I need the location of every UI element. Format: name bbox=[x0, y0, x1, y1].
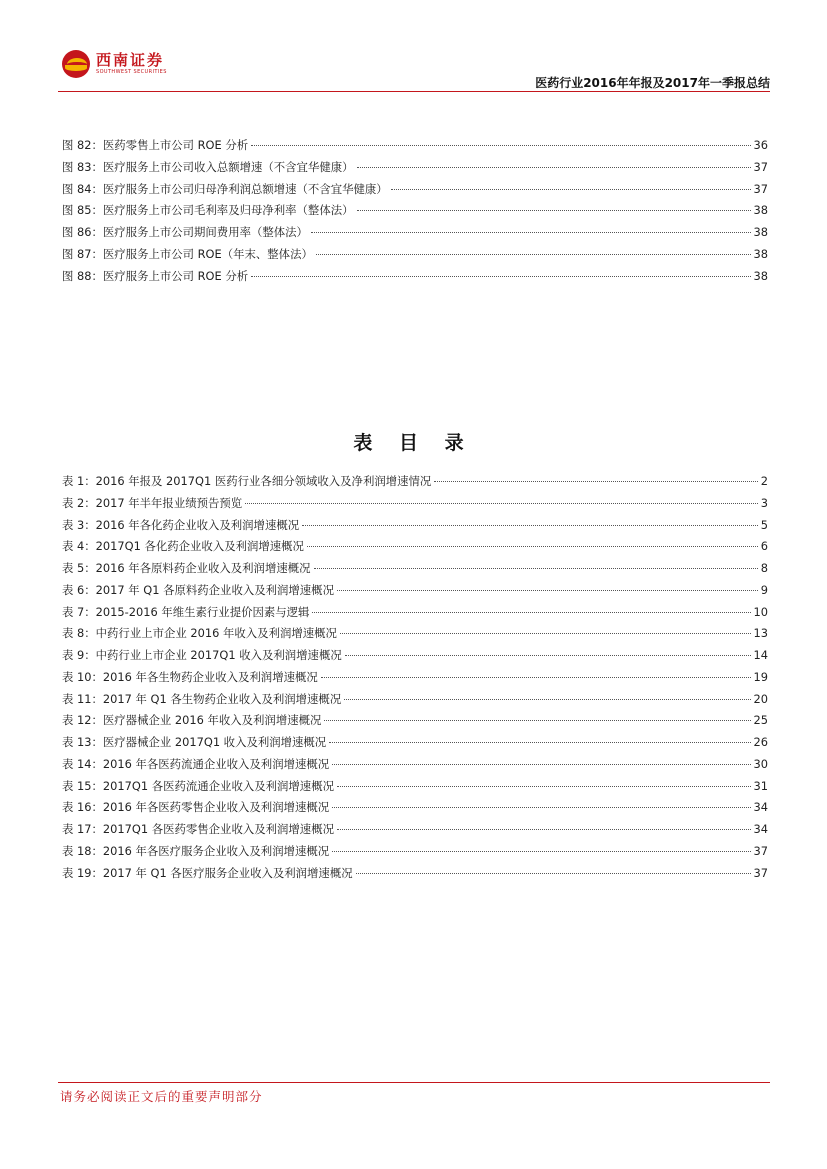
toc-entry[interactable] bbox=[62, 625, 768, 647]
toc-entry-label: 表 7：2015-2016 年维生素行业提价因素与逻辑 bbox=[62, 604, 310, 619]
toc-leader-dots bbox=[316, 254, 751, 255]
toc-leader-dots bbox=[251, 145, 750, 146]
toc-entry-label: 图 86：医疗服务上市公司期间费用率（整体法） bbox=[62, 225, 308, 239]
toc-entry[interactable] bbox=[62, 669, 768, 691]
toc-entry-page: 38 bbox=[753, 268, 768, 283]
header-divider bbox=[58, 91, 770, 92]
toc-leader-dots bbox=[337, 829, 751, 830]
toc-entry-page: 13 bbox=[753, 626, 768, 641]
toc-entry-label: 图 85：医疗服务上市公司毛利率及归母净利率（整体法） bbox=[62, 203, 354, 218]
toc-leader-dots bbox=[245, 503, 758, 504]
toc-leader-dots bbox=[332, 807, 750, 808]
toc-entry-label: 表 15：2017Q1 各医药流通企业收入及利润增速概况 bbox=[62, 778, 334, 793]
toc-entry-label: 图 82：医药零售上市公司 ROE 分析 bbox=[62, 138, 249, 152]
toc-entry-label: 图 87：医疗服务上市公司 ROE（年末、整体法） bbox=[62, 246, 313, 261]
toc-entry[interactable] bbox=[62, 224, 768, 246]
toc-entry-label: 表 11：2017 年 Q1 各生物药企业收入及利润增速概况 bbox=[62, 691, 342, 706]
toc-entry[interactable] bbox=[62, 495, 768, 517]
table-list bbox=[62, 473, 768, 886]
toc-entry[interactable] bbox=[62, 181, 768, 203]
toc-entry-page: 9 bbox=[760, 582, 768, 597]
toc-entry[interactable] bbox=[62, 473, 768, 495]
toc-entry-page: 37 bbox=[753, 865, 768, 880]
toc-leader-dots bbox=[337, 590, 758, 591]
toc-entry-page: 37 bbox=[753, 181, 768, 196]
toc-entry-label: 表 8：中药行业上市企业 2016 年收入及利润增速概况 bbox=[62, 626, 337, 641]
footer-divider bbox=[58, 1082, 770, 1083]
logo-emblem-icon bbox=[62, 50, 90, 78]
toc-leader-dots bbox=[312, 612, 750, 613]
toc-leader-dots bbox=[344, 699, 750, 700]
toc-leader-dots bbox=[311, 232, 751, 233]
toc-leader-dots bbox=[251, 276, 750, 277]
toc-entry-label: 表 12：医疗器械企业 2016 年收入及利润增速概况 bbox=[62, 713, 322, 728]
toc-entry-label: 表 5：2016 年各原料药企业收入及利润增速概况 bbox=[62, 561, 311, 575]
toc-leader-dots bbox=[391, 189, 751, 190]
tables-section-title: 表 目 录 bbox=[353, 432, 474, 454]
toc-entry-label: 表 9：中药行业上市企业 2017Q1 收入及利润增速概况 bbox=[62, 648, 342, 662]
toc-entry[interactable] bbox=[62, 604, 768, 626]
toc-entry-page: 26 bbox=[753, 735, 768, 749]
toc-entry[interactable] bbox=[62, 159, 768, 181]
toc-entry-page: 8 bbox=[760, 561, 768, 575]
toc-leader-dots bbox=[321, 677, 751, 678]
toc-entry-label: 表 1：2016 年报及 2017Q1 医药行业各细分领域收入及净利润增速情况 bbox=[62, 474, 432, 488]
toc-leader-dots bbox=[340, 633, 751, 634]
toc-entry[interactable] bbox=[62, 137, 768, 159]
toc-entry-label: 表 18：2016 年各医疗服务企业收入及利润增速概况 bbox=[62, 843, 330, 858]
toc-entry-page: 19 bbox=[753, 669, 768, 684]
toc-entry-label: 表 4：2017Q1 各化药企业收入及利润增速概况 bbox=[62, 539, 304, 554]
logo-english-name: SOUTHWEST SECURITIES bbox=[96, 69, 167, 75]
toc-entry[interactable] bbox=[62, 582, 768, 604]
toc-entry-page: 6 bbox=[760, 539, 768, 554]
toc-leader-dots bbox=[332, 851, 750, 852]
toc-entry[interactable] bbox=[62, 865, 768, 887]
toc-entry-page: 2 bbox=[760, 474, 768, 488]
toc-leader-dots bbox=[345, 655, 751, 656]
toc-entry-page: 25 bbox=[753, 713, 768, 728]
toc-leader-dots bbox=[314, 568, 758, 569]
toc-entry-page: 38 bbox=[753, 246, 768, 261]
toc-entry-page: 3 bbox=[760, 495, 768, 510]
toc-entry-page: 10 bbox=[753, 604, 768, 619]
toc-entry-label: 图 83：医疗服务上市公司收入总额增速（不含宜华健康） bbox=[62, 159, 354, 174]
toc-entry-page: 14 bbox=[753, 648, 768, 662]
toc-entry[interactable] bbox=[62, 712, 768, 734]
page-header bbox=[58, 44, 770, 92]
toc-leader-dots bbox=[332, 764, 750, 765]
toc-entry-label: 表 17：2017Q1 各医药零售企业收入及利润增速概况 bbox=[62, 822, 334, 836]
report-title: 医药行业2016年年报及2017年一季报总结 bbox=[535, 76, 770, 90]
toc-entry[interactable] bbox=[62, 517, 768, 539]
toc-entry[interactable] bbox=[62, 799, 768, 821]
toc-entry-label: 表 3：2016 年各化药企业收入及利润增速概况 bbox=[62, 517, 300, 532]
toc-entry-label: 表 10：2016 年各生物药企业收入及利润增速概况 bbox=[62, 669, 318, 684]
toc-leader-dots bbox=[337, 786, 751, 787]
footer-disclaimer: 请务必阅读正文后的重要声明部分 bbox=[60, 1089, 263, 1104]
toc-leader-dots bbox=[324, 720, 750, 721]
toc-entry-label: 表 2：2017 年半年报业绩预告预览 bbox=[62, 495, 243, 510]
logo-chinese-name: 西南证券 bbox=[96, 51, 165, 69]
toc-leader-dots bbox=[434, 481, 757, 482]
toc-entry-page: 36 bbox=[753, 138, 768, 152]
toc-entry[interactable] bbox=[62, 202, 768, 224]
toc-entry[interactable] bbox=[62, 756, 768, 778]
toc-entry[interactable] bbox=[62, 691, 768, 713]
toc-entry[interactable] bbox=[62, 560, 768, 582]
toc-entry-label: 表 14：2016 年各医药流通企业收入及利润增速概况 bbox=[62, 756, 330, 771]
toc-leader-dots bbox=[307, 546, 758, 547]
toc-entry[interactable] bbox=[62, 821, 768, 843]
toc-entry-page: 5 bbox=[760, 517, 768, 532]
toc-entry-label: 表 16：2016 年各医药零售企业收入及利润增速概况 bbox=[62, 800, 330, 815]
toc-entry-label: 图 84：医疗服务上市公司归母净利润总额增速（不含宜华健康） bbox=[62, 181, 388, 196]
toc-entry-page: 38 bbox=[753, 203, 768, 218]
toc-entry[interactable] bbox=[62, 778, 768, 800]
toc-entry-page: 34 bbox=[753, 822, 768, 836]
toc-entry-page: 34 bbox=[753, 800, 768, 815]
toc-leader-dots bbox=[302, 525, 758, 526]
toc-entry-page: 30 bbox=[753, 756, 768, 771]
toc-entry-page: 31 bbox=[753, 778, 768, 793]
toc-entry-page: 37 bbox=[753, 843, 768, 858]
toc-entry-label: 图 88：医疗服务上市公司 ROE 分析 bbox=[62, 268, 249, 283]
toc-entry-label: 表 13：医疗器械企业 2017Q1 收入及利润增速概况 bbox=[62, 735, 327, 749]
toc-leader-dots bbox=[356, 873, 751, 874]
toc-entry-page: 37 bbox=[753, 159, 768, 174]
toc-leader-dots bbox=[357, 167, 751, 168]
toc-entry-label: 表 19：2017 年 Q1 各医疗服务企业收入及利润增速概况 bbox=[62, 865, 353, 880]
toc-entry[interactable] bbox=[62, 268, 768, 290]
toc-entry-page: 20 bbox=[753, 691, 768, 706]
toc-entry[interactable] bbox=[62, 843, 768, 865]
toc-leader-dots bbox=[357, 210, 751, 211]
company-logo bbox=[62, 50, 167, 78]
toc-entry-page: 38 bbox=[753, 225, 768, 239]
toc-entry[interactable] bbox=[62, 647, 768, 669]
toc-entry-label: 表 6：2017 年 Q1 各原料药企业收入及利润增速概况 bbox=[62, 582, 334, 597]
toc-entry[interactable] bbox=[62, 246, 768, 268]
figure-list bbox=[62, 137, 768, 289]
toc-leader-dots bbox=[329, 742, 750, 743]
toc-entry[interactable] bbox=[62, 734, 768, 756]
toc-entry[interactable] bbox=[62, 538, 768, 560]
